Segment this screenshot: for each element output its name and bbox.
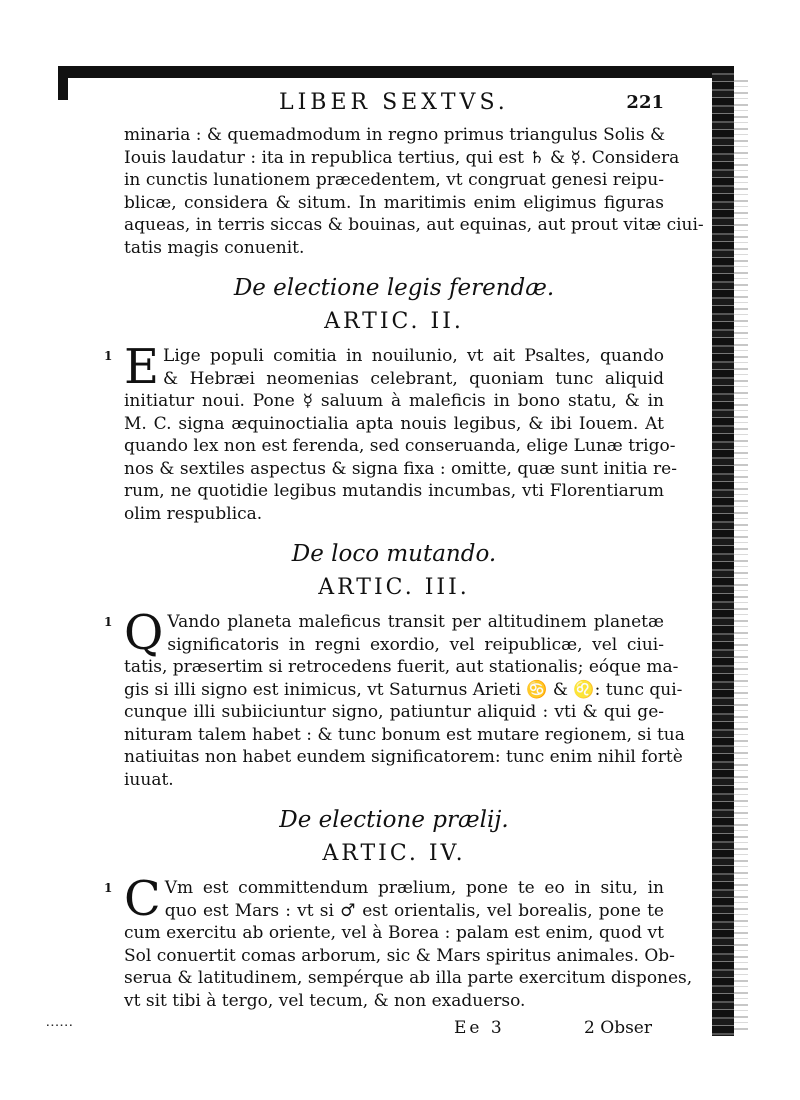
paragraph-number: 1 [104, 881, 113, 895]
paragraph-number: 1 [104, 615, 113, 629]
drop-initial: C [124, 871, 161, 927]
text-line: natiuitas non habet eundem significatorem: tunc enim nihil fortè [124, 747, 683, 767]
section-title: De electione legis ferendæ. [233, 275, 555, 301]
text-line: Sol conuertit comas arborum, sic & Mars spiritus animales. Ob- [124, 945, 675, 966]
page-top-edge-shadow [58, 66, 730, 78]
text-line: serua & latitudinem, sempérque ab illa parte exercitum dispones, [124, 968, 693, 988]
section-title: De loco mutando. [291, 541, 497, 567]
text-line: Vm est committendum prælium, pone te eo in situ, in [164, 878, 664, 898]
text-line: Iouis laudatur : ita in republica tertius, qui est ♄ & ☿. Considera [124, 147, 680, 168]
page-right-edge-noise [734, 80, 748, 1030]
text-line: cum exercitu ab oriente, vel à Borea : palam est enim, quod vt [124, 923, 664, 943]
book-page [104, 80, 704, 1046]
text-line: aqueas, in terris siccas & bouinas, aut equinas, aut prout vitæ ciui- [124, 215, 704, 235]
section-paragraph [104, 871, 693, 1012]
page-number: 221 [626, 92, 664, 113]
text-line: tatis magis conuenit. [124, 237, 305, 258]
article-heading: ARTIC. II. [324, 309, 464, 334]
text-line: blicæ, considera & situm. In maritimis enim eligimus figuras [124, 192, 664, 213]
page-left-edge-shadow [58, 66, 68, 100]
section-title: De electione prælij. [279, 807, 509, 833]
text-line: nituram talem habet : & tunc bonum est mutare regionem, si tua [124, 724, 685, 745]
article-heading: ARTIC. III. [318, 575, 470, 600]
page-header [124, 80, 664, 124]
text-line: quo est Mars : vt si ♂ est orientalis, vel borealis, pone te [164, 900, 664, 921]
running-head: LIBER SEXTVS. [279, 90, 509, 115]
text-line: olim respublica. [124, 503, 263, 524]
article-heading: ARTIC. IV. [322, 841, 466, 866]
text-line: initiatur noui. Pone ☿ saluum à maleficis in bono statu, & in [124, 391, 664, 411]
text-line: significatoris in regni exordio, vel reipublicæ, vel ciui- [167, 634, 664, 655]
paragraph-number: 1 [104, 349, 113, 363]
text-line: gis si illi signo est inimicus, vt Saturnus Arieti ♋ & ♌: tunc qui- [124, 679, 683, 700]
section-paragraph [104, 339, 677, 525]
scan-speck: ▪▪▪▪▪▪ [46, 1022, 74, 1029]
text-line: tatis, præsertim si retrocedens fuerit, aut stationalis; eóque ma- [124, 657, 679, 677]
text-line: vt sit tibi à tergo, vel tecum, & non exaduerso. [124, 990, 526, 1011]
text-line: iuuat. [124, 769, 174, 790]
text-line: Lige populi comitia in nouilunio, vt ait Psaltes, quando [163, 346, 664, 366]
text-line: & Hebræi neomenias celebrant, quoniam tunc aliquid [163, 368, 664, 389]
text-line: Vando planeta maleficus transit per altitudinem planetæ [167, 612, 664, 632]
section-paragraph [104, 605, 685, 791]
drop-initial: Q [124, 605, 164, 661]
text-line: M. C. signa æquinoctialia apta nouis legibus, & ibi Iouem. At [124, 413, 664, 434]
text-line: quando lex non est ferenda, sed conseruanda, elige Lunæ trigo- [124, 436, 676, 456]
page-footer [124, 1016, 664, 1046]
catchword: 2 Obser [584, 1018, 652, 1038]
page-right-edge-shadow [712, 66, 734, 1036]
signature-mark: Ee 3 [454, 1018, 505, 1038]
text-line: in cunctis lunationem præcedentem, vt congruat genesi reipu- [124, 170, 664, 190]
intro-paragraph [124, 124, 704, 259]
text-line: minaria : & quemadmodum in regno primus triangulus Solis & [124, 125, 666, 145]
text-line: rum, ne quotidie legibus mutandis incumbas, vti Florentiarum [124, 481, 664, 501]
drop-initial: E [124, 339, 160, 395]
text-line: nos & sextiles aspectus & signa fixa : omitte, quæ sunt initia re- [124, 458, 677, 479]
text-line: cunque illi subiiciuntur signo, patiuntur aliquid : vti & qui ge- [124, 702, 664, 722]
